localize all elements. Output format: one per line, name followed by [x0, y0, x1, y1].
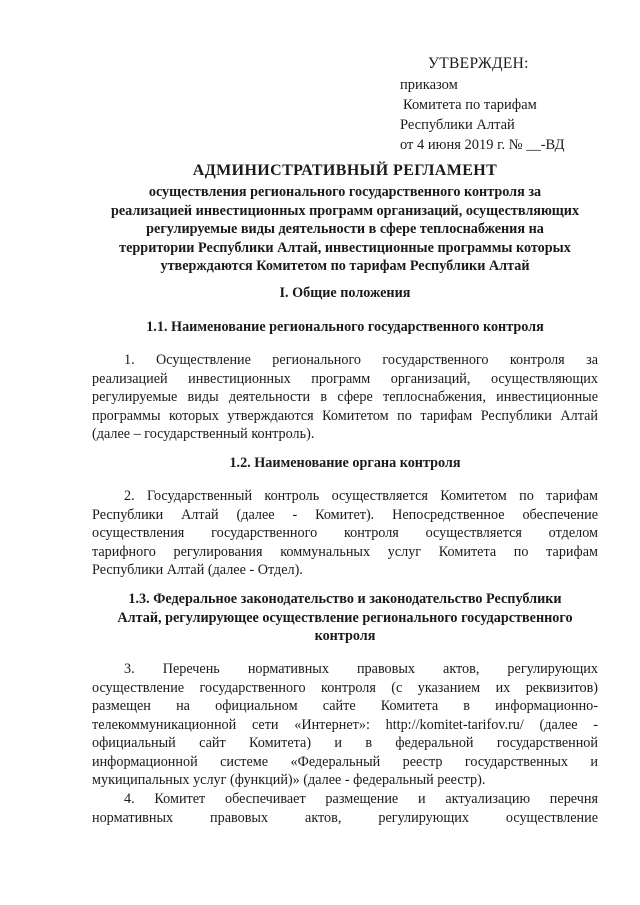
subtitle-line: осуществления регионального государственного контроля за — [148, 184, 542, 200]
approval-heading: УТВЕРЖДЕН: — [428, 55, 529, 72]
paragraph-line: Республики Алтай (далее - Комитет). Непосредственное обеспечение — [92, 506, 598, 523]
paragraph-line: официальный сайт Комитета) и в федеральной государственной — [92, 735, 598, 751]
section-heading-1-2: 1.2. Наименование органа контроля — [229, 455, 461, 471]
paragraph-line: мукиципальных услуг (функций)» (далее - федеральный реестр). — [92, 772, 486, 788]
approval-line: Республики Алтай — [400, 117, 515, 133]
section-heading-general: I. Общие положения — [279, 285, 411, 301]
subtitle-line: реализацией инвестиционных программ организаций, осуществляющих — [110, 202, 580, 219]
paragraph-4 — [92, 790, 598, 827]
section-heading-line: 1.3. Федеральное законодательство и законодательство Республики — [128, 591, 562, 607]
paragraph-line: осуществление государственного контроля (с указанием их реквизитов) — [92, 679, 598, 696]
document-title-block — [92, 160, 598, 276]
paragraph-line: размещен на официальном сайте Комитета в информационно- — [92, 698, 598, 714]
document-title: АДМИНИСТРАТИВНЫЙ РЕГЛАМЕНТ — [192, 162, 498, 179]
paragraph-line: 3. Перечень нормативных правовых актов, регулирующих — [124, 661, 598, 677]
section-heading-1-1: 1.1. Наименование регионального государственного контроля — [146, 319, 544, 335]
paragraph-line: информационной системе «Федеральный реестр государственных и — [92, 753, 598, 770]
paragraph-line: нормативных правовых актов, регулирующих осуществление — [92, 809, 598, 826]
section-heading-line: контроля — [314, 628, 376, 644]
approval-block — [400, 54, 630, 155]
subtitle-line: регулируемые виды деятельности в сфере теплоснабжения на — [146, 221, 544, 237]
subtitle-line: утверждаются Комитетом по тарифам Республики Алтай — [160, 258, 530, 274]
paragraph-2 — [92, 487, 598, 580]
section-heading-1-3 — [92, 590, 598, 646]
paragraph-line: тарифного регулирования коммунальных услуг Комитета по тарифам — [92, 543, 598, 560]
approval-line: от 4 июня 2019 г. № __-ВД — [400, 137, 565, 153]
section-heading-line: Алтай, регулирующее осуществление регионального государственного — [117, 609, 573, 626]
paragraph-3 — [92, 660, 598, 790]
paragraph-line: 4. Комитет обеспечивает размещение и актуализацию перечня — [124, 791, 598, 807]
paragraph-line: Республики Алтай (далее - Отдел). — [92, 562, 303, 578]
paragraph-line: телекоммуникационной сети «Интернет»: http://komitet-tarifov.ru/ (далее - — [92, 716, 598, 733]
document-subtitle — [92, 183, 598, 276]
paragraph-line: 1. Осуществление регионального государственного контроля за — [124, 352, 598, 368]
paragraph-1 — [92, 351, 598, 444]
paragraph-line: реализацией инвестиционных программ организаций, осуществляющих — [92, 370, 598, 387]
paragraph-line: программы которых утверждаются Комитетом по тарифам Республики Алтай — [92, 407, 598, 424]
subtitle-line: территории Республики Алтай, инвестиционные программы которых — [119, 239, 571, 256]
paragraph-line: регулируемые виды деятельности в сфере теплоснабжения, инвестиционные — [92, 389, 598, 405]
paragraph-line: 2. Государственный контроль осуществляется Комитетом по тарифам — [124, 488, 598, 504]
approval-line: Комитета по тарифам — [403, 97, 537, 113]
approval-line: приказом — [400, 77, 458, 93]
paragraph-line: (далее – государственный контроль). — [92, 426, 315, 442]
paragraph-line: осуществления государственного контроля осуществляется отделом — [92, 525, 598, 541]
